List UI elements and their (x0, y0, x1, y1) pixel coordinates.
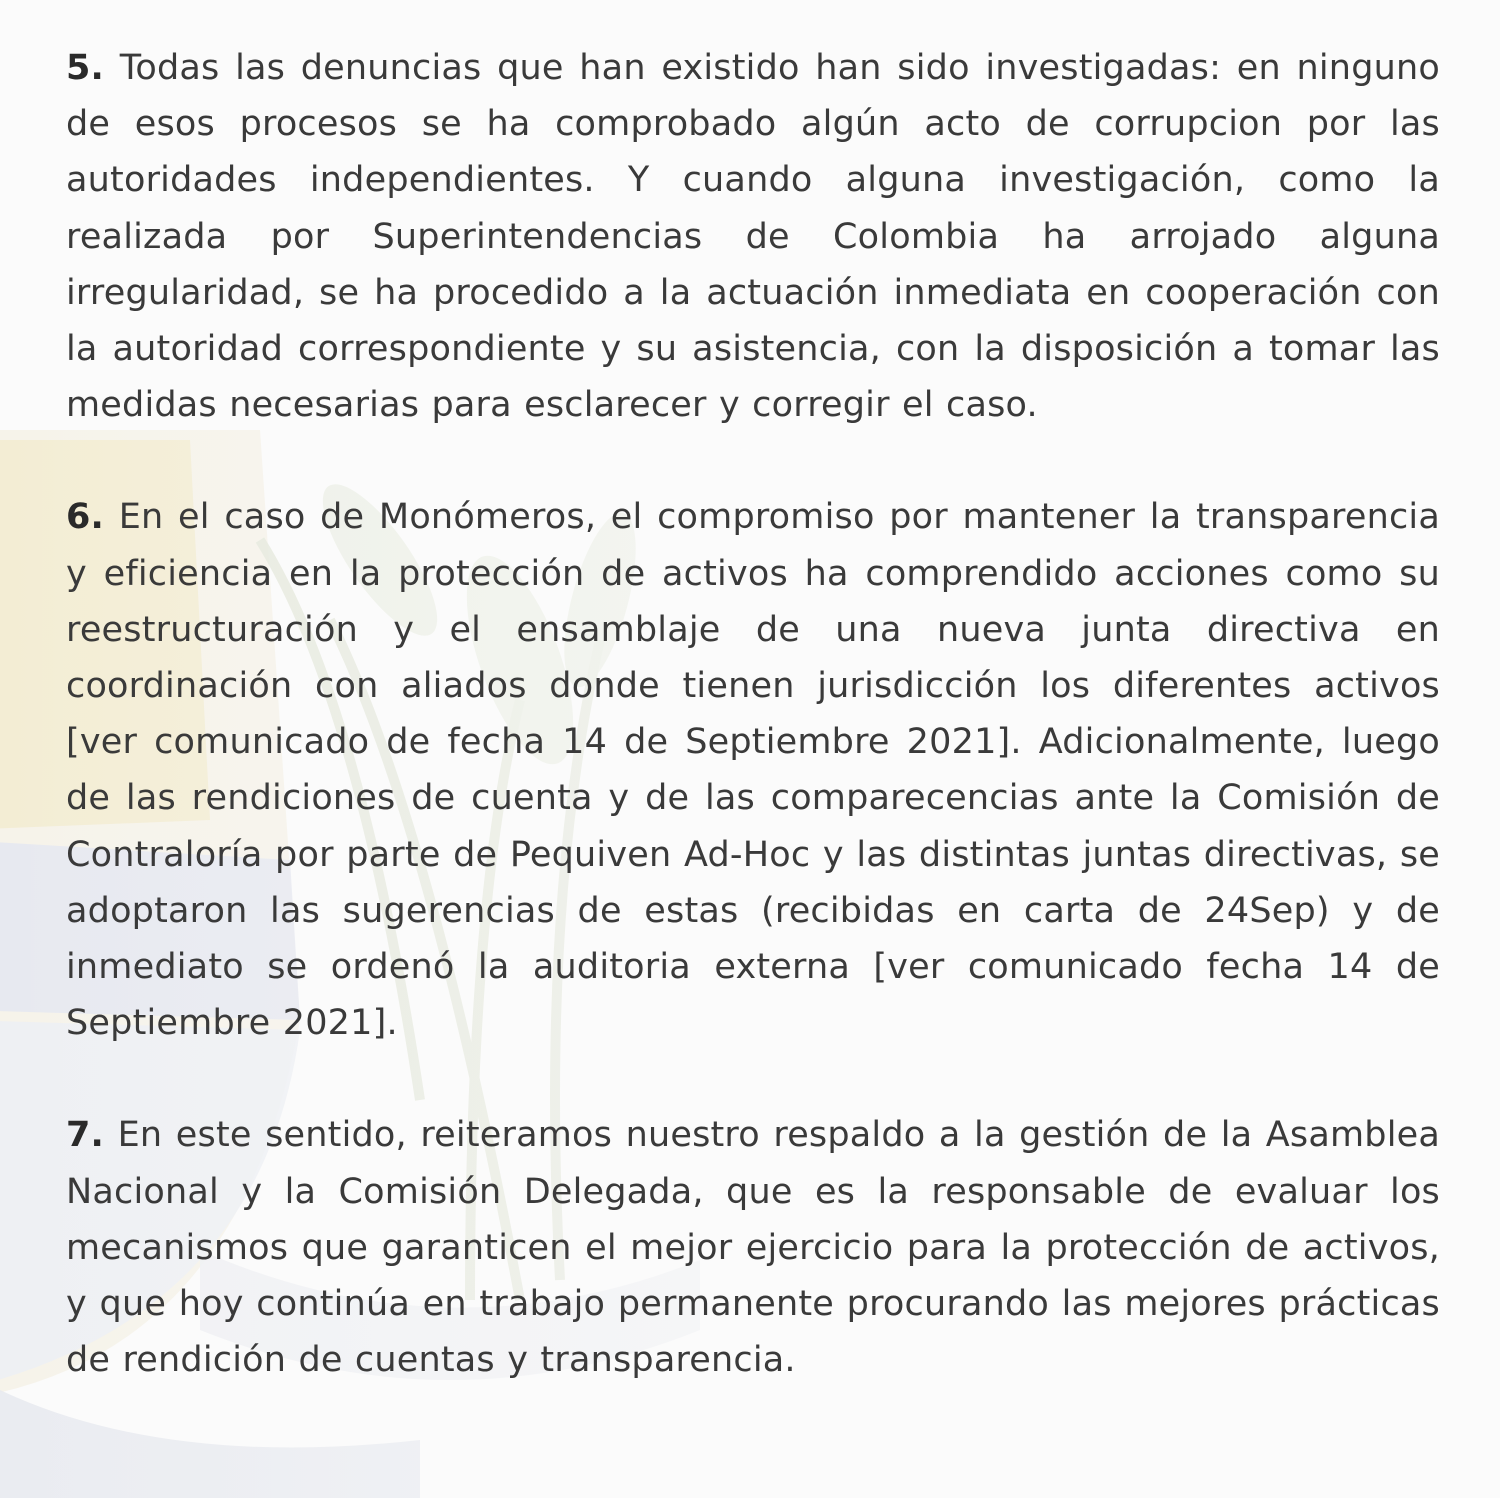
paragraph-7 (66, 1107, 1440, 1388)
paragraph-text: En este sentido, reiteramos nuestro respaldo a la gestión de la Asamblea Nacional y la Comisión Delegada, que es la responsable de evaluar los mecanismos que garanticen el mejor ejercicio para la protección de activos, y que hoy continúa en trabajo permanente procurando las mejores prácticas de rendición de cuentas y transparencia. (66, 1115, 1441, 1381)
paragraph-6 (66, 489, 1440, 1051)
paragraph-number: 7. (66, 1115, 105, 1156)
paragraph-number: 5. (66, 48, 105, 88)
paragraph-number: 6. (66, 497, 105, 538)
paragraph-text: Todas las denuncias que han existido han sido investigadas: en ninguno de esos procesos se ha comprobado algún acto de corrupcion por las autoridades independientes. Y cuando alguna investigación, como la realizada por Superintendencias de Colombia ha arrojado alguna irregularidad, se ha procedido a la actuación inmediata en cooperación con la autoridad correspondiente y su asistencia, con la disposición a tomar las medidas necesarias para esclarecer y corregir el caso. (66, 48, 1440, 426)
paragraph-5 (66, 40, 1440, 433)
paragraph-text: En el caso de Monómeros, el compromiso por mantener la transparencia y eficiencia en la protección de activos ha comprendido acciones como su reestructuración y el ensamblaje de una nueva junta directiva en coordinación con aliados donde tienen jurisdicción los diferentes activos [ver comunicado de fecha 14 de Septiembre 2021]. Adicionalmente, luego de las rendiciones de cuenta y de las comparecencias ante la Comisión de Contraloría por parte de Pequiven Ad-Hoc y las distintas juntas directivas, se adoptaron las sugerencias de estas (recibidas en carta de 24Sep) y de inmediato se ordenó la auditoria externa [ver comunicado fecha 14 de Septiembre 2021]. (66, 497, 1440, 1044)
document-body (66, 40, 1440, 1388)
